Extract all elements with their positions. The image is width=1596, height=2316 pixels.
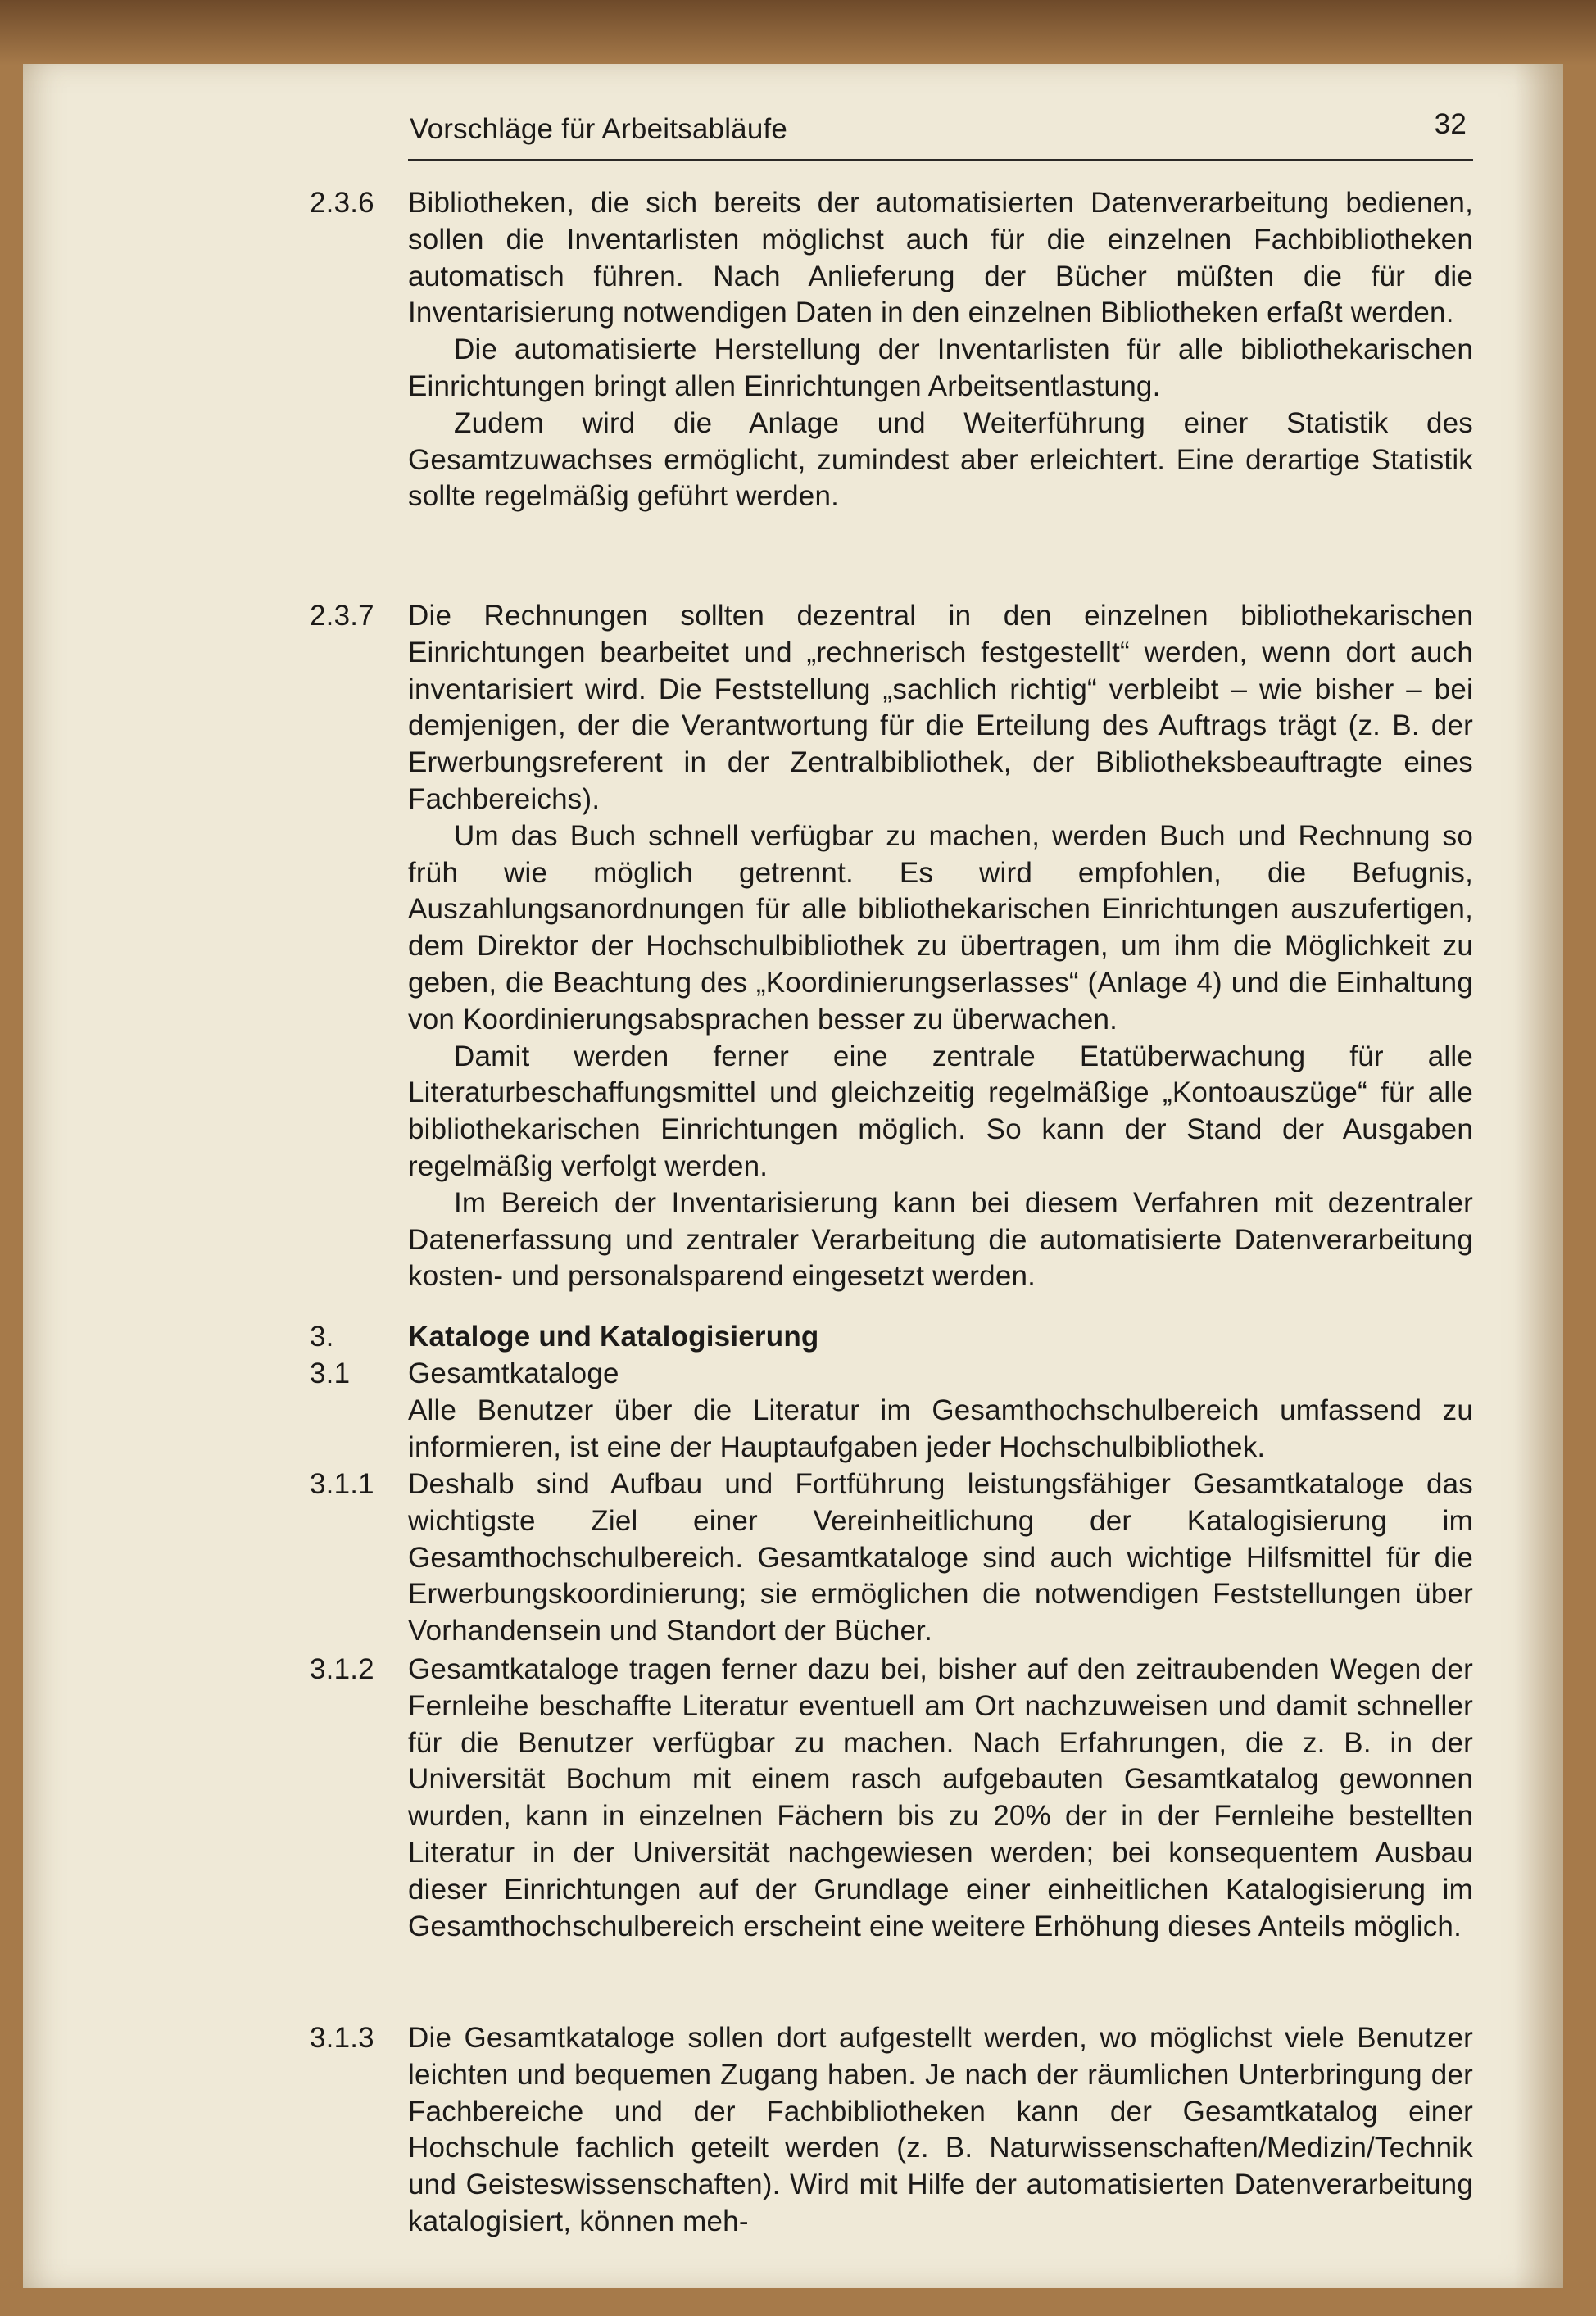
paragraph: Die Rechnungen sollten dezentral in den einzelnen bibliothekarischen Einrichtungen bearbeitet und „rechnerisch festgestellt“ werden, wenn dort auch inventarisiert wird. Die Feststellung „sachlich richtig“ verbleibt – wie bisher – bei demjenigen, der die Verantwortung für die Erteilung des Auftrags trägt (z. B. der Erwerbungsreferent in der Zentralbibliothek, der Bibliotheksbeauftragte eines Fachbereichs). (408, 600, 1473, 815)
paragraph: Die Gesamtkataloge sollen dort aufgestellt werden, wo möglichst viele Benutzer leichten und bequemen Zugang haben. Je nach der räumlichen Unterbringung der Fachbereiche und der Fachbibliotheken kann der Gesamtkatalog einer Hochschule fachlich geteilt werden (z. B. Naturwissenschaften/Medizin/Technik und Geisteswissenschaften). Wird mit Hilfe der automatisierten Datenverarbeitung katalogisiert, können meh- (408, 2022, 1473, 2237)
section-number: 2.3.6 (310, 187, 374, 219)
paragraph: Zudem wird die Anlage und Weiterführung einer Statistik des Gesamtzuwachses ermöglicht, zumindest aber erleichtert. Eine derartige Statistik sollte regelmäßig geführt werden. (408, 406, 1473, 513)
running-header (408, 108, 1473, 161)
section-number: 3.1.3 (310, 2022, 374, 2054)
section-2-3-7 (310, 598, 1473, 1295)
section-3 (310, 1319, 1473, 1356)
page-number: 32 (1434, 108, 1467, 140)
header-rule (408, 159, 1473, 161)
section-2-3-6 (310, 185, 1473, 515)
section-title: Gesamtkataloge (408, 1357, 619, 1389)
chapter-heading: Kataloge und Katalogisierung (408, 1321, 819, 1353)
paragraph: Gesamtkataloge tragen ferner dazu bei, bisher auf den zeitraubenden Wegen der Fernleihe beschaffte Literatur eventuell am Ort nachzuweisen und damit schneller für die Benutzer verfügbar zu machen. Nach Erfahrungen, die z. B. in der Universität Bochum mit einem rasch aufgebauten Gesamtkatalog gewonnen wurden, kann in einzelnen Fächern bis zu 20% der in der Fernleihe bestellten Literatur in der Universität nachgewiesen werden; bei konsequentem Ausbau dieser Einrichtungen auf der Grundlage einer einheitlichen Katalogisierung im Gesamthochschulbereich erscheint eine weitere Erhöhung dieses Anteils möglich. (408, 1653, 1473, 1942)
page-text-area (23, 64, 1563, 2288)
book-page (23, 64, 1563, 2288)
paragraph: Bibliotheken, die sich bereits der automatisierten Datenverarbeitung bedienen, sollen die Inventarlisten möglichst auch für die einzelnen Fachbibliotheken automatisch führen. Nach Anlieferung der Bücher müßten die für die Inventarisierung notwendigen Daten in den einzelnen Bibliotheken erfaßt werden. (408, 187, 1473, 329)
paragraph: Damit werden ferner eine zentrale Etatüberwachung für alle Literaturbeschaffungsmittel und gleichzeitig regelmäßige „Kontoauszüge“ für alle bibliothekarischen Einrichtungen möglich. So kann der Stand der Ausgaben regelmäßig verfolgt werden. (408, 1040, 1473, 1182)
section-3-1-2 (310, 1652, 1473, 1945)
section-number: 3.1.2 (310, 1653, 374, 1685)
section-number: 3.1.1 (310, 1468, 374, 1500)
scan-background-top (0, 0, 1596, 66)
paragraph: Im Bereich der Inventarisierung kann bei diesem Verfahren mit dezentraler Datenerfassung und zentraler Verarbeitung die automatisierte Datenverarbeitung kosten- und personalsparend eingesetzt werden. (408, 1186, 1473, 1293)
section-3-1-1 (310, 1466, 1473, 1650)
paragraph: Alle Benutzer über die Literatur im Gesamthochschulbereich umfassend zu informieren, ist eine der Hauptaufgaben jeder Hochschulbibliothek. (408, 1394, 1473, 1463)
paragraph: Deshalb sind Aufbau und Fortführung leistungsfähiger Gesamtkataloge das wichtigste Ziel einer Vereinheitlichung der Katalogisierung im Gesamthochschulbereich. Gesamtkataloge sind auch wichtige Hilfsmittel für die Erwerbungskoordinierung; sie ermöglichen die notwendigen Feststellungen über Vorhandensein und Standort der Bücher. (408, 1468, 1473, 1647)
section-3-1 (310, 1356, 1473, 1466)
section-number: 3. (310, 1321, 334, 1353)
section-number: 2.3.7 (310, 600, 374, 632)
section-3-1-3 (310, 2020, 1473, 2241)
paragraph: Die automatisierte Herstellung der Inventarlisten für alle bibliothekarischen Einrichtungen bringt allen Einrichtungen Arbeitsentlastung. (408, 333, 1473, 402)
paragraph: Um das Buch schnell verfügbar zu machen, werden Buch und Rechnung so früh wie möglich getrennt. Es wird empfohlen, die Befugnis, Auszahlungsanordnungen für alle bibliothekarischen Einrichtungen auszufertigen, dem Direktor der Hochschulbibliothek zu übertragen, um ihm die Möglichkeit zu geben, die Beachtung des „Koordinierungserlasses“ (Anlage 4) und die Einhaltung von Koordinierungsabsprachen besser zu überwachen. (408, 819, 1473, 1036)
section-number: 3.1 (310, 1357, 351, 1389)
running-title: Vorschläge für Arbeitsabläufe (410, 113, 788, 145)
